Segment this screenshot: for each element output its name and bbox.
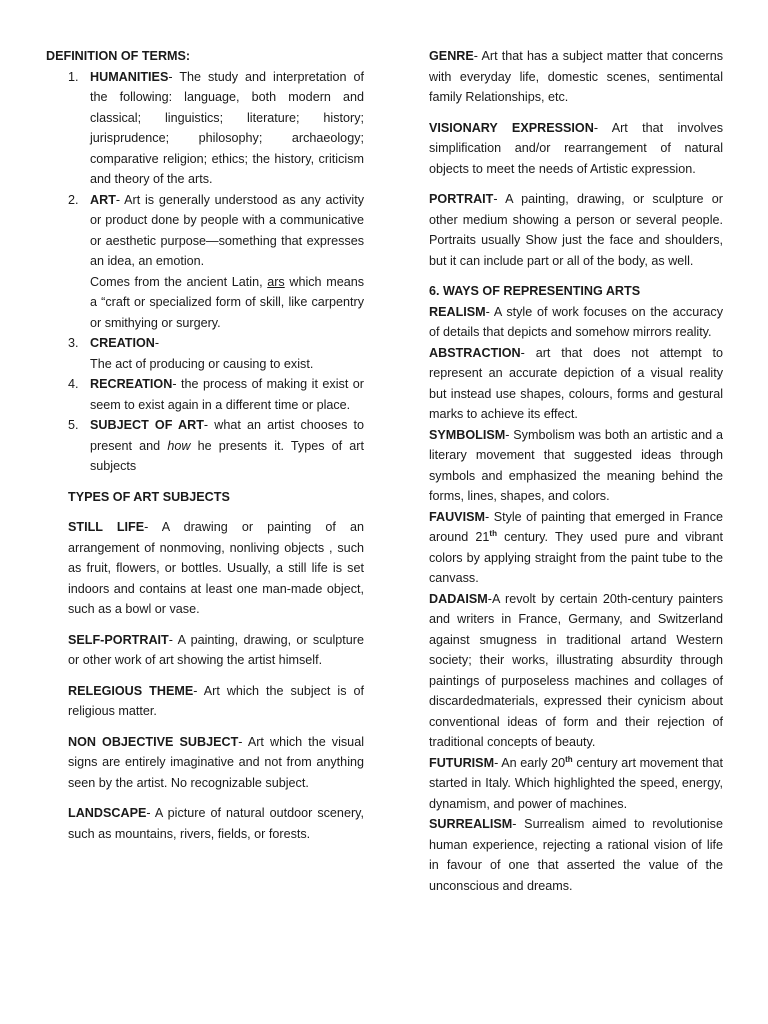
entry-symbolism xyxy=(429,425,723,507)
entry-text: art that does not attempt to represent an accurate depiction of a visual reality but instead use shapes, colours, forms and gestural marks to achieve its effect. xyxy=(429,345,723,421)
definition-art xyxy=(46,190,364,334)
entry-dadaism xyxy=(429,589,723,753)
term-separator: - xyxy=(484,509,494,524)
term-separator: - xyxy=(512,817,525,831)
entry-text: A painting, drawing, or sculpture or other medium showing a person or several people. Portraits usually Show just the face and shoulders, but it can include part or all of the body, as well. xyxy=(429,192,724,268)
term-dadaism: DADAISM xyxy=(429,591,488,606)
term-separator: - xyxy=(485,304,494,319)
entry-text: A picture of natural outdoor scenery, such as mountains, rivers, fields, or forests. xyxy=(68,806,364,841)
superscript: th xyxy=(565,754,573,764)
term-self-portrait: SELF-PORTRAIT xyxy=(68,632,169,647)
entry-non-objective-subject xyxy=(68,732,364,794)
term-still-life: STILL LIFE xyxy=(68,520,145,534)
entry-text: A painting, drawing, or sculpture or other work of art showing the artist himself. xyxy=(68,632,365,667)
entry-text: An early 20 xyxy=(501,755,566,770)
item-number: 3. xyxy=(68,336,79,350)
term-separator: - xyxy=(494,755,502,770)
entry-text: Art that involves simplification and/or rearrangement of natural objects to meet the needs of Artistic expression. xyxy=(429,120,723,176)
term-separator: - xyxy=(593,120,612,135)
entry-text: Style of painting that emerged in France around 21 xyxy=(429,509,723,544)
entry-text: Art that has a subject matter that concerns with everyday life, domestic scenes, sentimental family Relationships, etc. xyxy=(429,49,723,104)
art-origin-paragraph xyxy=(90,272,364,334)
entry-text: Art which the visual signs are entirely imaginative and not from anything seen by the artist. No recognizable subject. xyxy=(68,734,364,790)
origin-text: which means a “craft or specialized form of skill, like carpentry or smithying or surgery. xyxy=(90,274,364,330)
term-separator: - xyxy=(193,683,204,698)
superscript: th xyxy=(489,528,497,538)
origin-text: Comes from the ancient Latin, xyxy=(90,274,268,289)
term-separator: - xyxy=(146,806,155,820)
definition-text: the process of making it exist or seem to exist again in a different time or place. xyxy=(90,377,364,412)
definition-of-terms-title: DEFINITION OF TERMS: xyxy=(46,49,191,63)
term-portrait: PORTRAIT xyxy=(429,192,494,206)
item-number: 1. xyxy=(68,69,79,84)
entry-realism xyxy=(429,302,723,343)
emphasis-text: how xyxy=(167,438,191,453)
entry-text: Art which the subject is of religious matter. xyxy=(68,683,365,718)
entry-text: century art movement that started in Italy. Which highlighted the speed, energy, dynamism, and power of machines. xyxy=(429,755,723,811)
term-separator: - xyxy=(168,632,178,647)
entry-fauvism xyxy=(429,507,723,589)
definitions-list xyxy=(46,67,364,477)
term-visionary-expression: VISIONARY EXPRESSION xyxy=(429,120,594,135)
entry-text: Symbolism was both an artistic and a literary movement that suggested ideas through symbols and emphasized the meaning behind the forms, lines, shapes, and colors. xyxy=(429,427,723,503)
entry-visionary-expression xyxy=(429,118,723,180)
definition-subject-of-art xyxy=(46,415,364,477)
term-separator: - xyxy=(154,336,160,350)
term-recreation: RECREATION xyxy=(90,377,173,391)
term-separator: - xyxy=(203,418,215,432)
entry-text: century. They used pure and vibrant colors by applying straight from the paint tube to the canvass. xyxy=(429,530,723,585)
definition-text: he presents it. Types of art subjects xyxy=(90,438,364,473)
definition-text: The act of producing or causing to exist. xyxy=(90,356,314,371)
term-futurism: FUTURISM xyxy=(429,755,495,770)
entry-self-portrait xyxy=(68,630,364,671)
term-surrealism: SURREALISM xyxy=(429,817,513,831)
right-column xyxy=(429,46,723,896)
term-separator: - xyxy=(505,427,514,442)
term-humanities: HUMANITIES xyxy=(90,69,169,84)
definition-creation xyxy=(46,333,364,374)
term-separator: - xyxy=(238,734,248,749)
term-separator: - xyxy=(473,49,482,63)
term-symbolism: SYMBOLISM xyxy=(429,427,506,442)
item-number: 2. xyxy=(68,192,79,207)
term-separator: - xyxy=(168,69,180,84)
left-column xyxy=(46,46,364,854)
term-abstraction: ABSTRACTION xyxy=(429,345,521,360)
entry-abstraction xyxy=(429,343,723,425)
types-of-art-subjects-title: TYPES OF ART SUBJECTS xyxy=(68,489,230,504)
term-separator: - xyxy=(520,345,536,360)
term-fauvism: FAUVISM xyxy=(429,509,485,524)
definition-text: what an artist chooses to present and xyxy=(90,418,364,453)
entry-futurism xyxy=(429,753,723,815)
entry-portrait xyxy=(429,189,723,271)
term-separator: - xyxy=(115,192,125,207)
entry-text: Surrealism aimed to revolutionise human experience, rejecting a rational vision of life in favour of one that asserted the value of the unconscious and dreams. xyxy=(429,817,723,893)
entry-surrealism xyxy=(429,814,723,896)
term-separator: - xyxy=(493,192,506,206)
definition-recreation xyxy=(46,374,364,415)
entry-genre xyxy=(429,46,723,108)
item-number: 4. xyxy=(68,377,79,391)
definition-text: The study and interpretation of the following: language, both modern and classical; linguistics; literature; history; jurisprudence; philosophy; archaeology; comparative religion; ethics; the history, criticism and theory of the arts. xyxy=(90,69,364,186)
entry-still-life xyxy=(68,517,364,620)
entry-text: A revolt by certain 20th-century painters and writers in France, Germany, and Switzerland against smugness in traditional artand Western society; their works, illustrating absurdity through paintings of purposeless machines and collages of discardedmaterials, expressed their cynicism about conventional ideas of form and their rejection of traditional concepts of beauty. xyxy=(429,591,723,749)
entry-text: A style of work focuses on the accuracy of details that depicts and somehow mirrors reality. xyxy=(429,304,724,339)
entry-text: A drawing or painting of an arrangement of nonmoving, nonliving objects , such as fruit, flowers, or bottles. Usually, a still life is set indoors and contains at least one man-made object, such as a bowl or vase. xyxy=(68,520,364,616)
entry-religious-theme xyxy=(68,681,364,722)
term-genre: GENRE xyxy=(429,49,474,63)
term-landscape: LANDSCAPE xyxy=(68,806,147,820)
term-creation: CREATION xyxy=(90,336,155,350)
definition-humanities xyxy=(46,67,364,190)
term-separator: - xyxy=(487,591,492,606)
definition-text: Art is generally understood as any activity or product done by people with a communicative or aesthetic purpose—something that expresses an idea, an emotion. xyxy=(90,192,365,268)
term-subject-of-art: SUBJECT OF ART xyxy=(90,418,204,432)
term-realism: REALISM xyxy=(429,304,486,319)
entry-landscape xyxy=(68,803,364,844)
term-separator: - xyxy=(172,377,182,391)
term-non-objective-subject: NON OBJECTIVE SUBJECT xyxy=(68,734,239,749)
term-art: ART xyxy=(90,192,116,207)
term-religious-theme: RELEGIOUS THEME xyxy=(68,683,194,698)
item-number: 5. xyxy=(68,418,79,432)
ways-of-representing-arts-title: 6. WAYS OF REPRESENTING ARTS xyxy=(429,284,641,298)
term-separator: - xyxy=(144,520,162,534)
latin-word: ars xyxy=(267,274,285,289)
